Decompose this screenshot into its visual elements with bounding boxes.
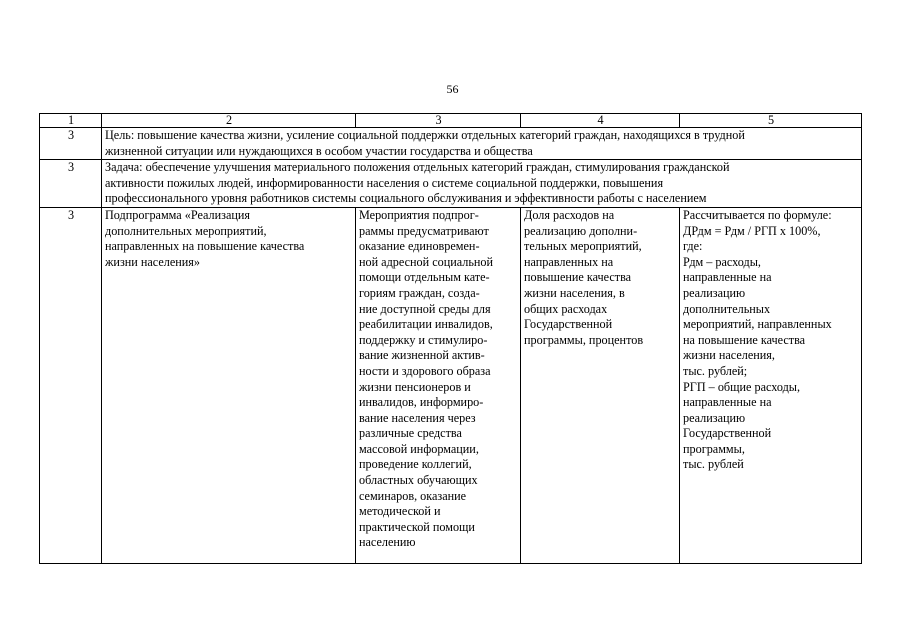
measures-line: вание жизненной актив-	[359, 348, 485, 363]
formula-line: на повышение качества	[683, 332, 806, 347]
measures-line: областных обучающих	[359, 473, 478, 488]
indicator-line: направленных на	[524, 254, 614, 269]
indicator-cell	[521, 207, 680, 563]
measures-line: гориям граждан, созда-	[359, 285, 480, 300]
formula-line: дополнительных	[683, 301, 771, 316]
formula-line: тыс. рублей	[683, 457, 744, 472]
measures-line: вание населения через	[359, 410, 476, 425]
indicator-line: тельных мероприятий,	[524, 239, 642, 254]
task-line: профессионального уровня работников системы социального обслуживания и эффективности работы с населением	[105, 191, 707, 206]
subprogram-name-line: дополнительных мероприятий,	[105, 223, 267, 238]
formula-line: Рдм – расходы,	[683, 254, 761, 269]
formula-line: программы,	[683, 441, 745, 456]
indicator-line: программы, процентов	[524, 332, 644, 347]
indicator-line: жизни населения, в	[524, 285, 625, 300]
indicator-line: реализацию дополни-	[524, 223, 638, 238]
header-cell-5: 5	[680, 114, 862, 128]
measures-line: семинаров, оказание	[359, 488, 467, 503]
goal-line: жизненной ситуации или нуждающихся в особом участии государства и общества	[105, 143, 533, 158]
formula-line: направленные на	[683, 395, 772, 410]
task-line: Задача: обеспечение улучшения материального положения отдельных категорий граждан, стимулирования гражданской	[105, 160, 730, 175]
measures-line: массовой информации,	[359, 441, 479, 456]
header-cell-4: 4	[521, 114, 680, 128]
formula-line: мероприятий, направленных	[683, 317, 832, 332]
subprogram-row	[40, 207, 862, 563]
formula-line: ДРдм = Рдм / РГП х 100%,	[683, 223, 821, 238]
formula-line: реализацию	[683, 285, 746, 300]
goal-line: Цель: повышение качества жизни, усиление социальной поддержки отдельных категорий граждан, находящихся в трудной	[105, 128, 745, 142]
measures-line: ной адресной социальной	[359, 254, 494, 269]
measures-line: реабилитации инвалидов,	[359, 317, 493, 332]
formula-line: Рассчитывается по формуле:	[683, 207, 832, 222]
measures-line: проведение коллегий,	[359, 457, 472, 472]
page-number: 56	[446, 82, 459, 96]
task-row	[40, 160, 862, 208]
header-cell-3: 3	[356, 114, 521, 128]
measures-line: ние доступной среды для	[359, 301, 491, 316]
subprogram-name-line: Подпрограмма «Реализация	[105, 207, 251, 222]
measures-line: инвалидов, информиро-	[359, 395, 484, 410]
subprogram-name-line: направленных на повышение качества	[105, 239, 305, 254]
task-text	[102, 160, 862, 208]
goal-row-number: 3	[40, 128, 102, 160]
task-row-number: 3	[40, 160, 102, 208]
measures-line: ности и здорового образа	[359, 363, 491, 378]
measures-line: жизни пенсионеров и	[359, 379, 471, 394]
measures-line: помощи отдельным кате-	[359, 270, 490, 285]
formula-line: РГП – общие расходы,	[683, 379, 801, 394]
measures-line: методической и	[359, 504, 441, 519]
measures-line: Мероприятия подпрог-	[359, 207, 479, 222]
measures-line: различные средства	[359, 426, 462, 441]
measures-cell	[356, 207, 521, 563]
formula-line: тыс. рублей;	[683, 363, 748, 378]
header-cell-1: 1	[40, 114, 102, 128]
indicator-line: Государственной	[524, 317, 613, 332]
indicator-line: Доля расходов на	[524, 207, 615, 222]
goal-row	[40, 128, 862, 160]
measures-line: оказание единовремен-	[359, 239, 480, 254]
measures-line: поддержку и стимулиро-	[359, 332, 488, 347]
formula-line: Государственной	[683, 426, 772, 441]
goal-text	[102, 128, 862, 160]
subprogram-row-number: 3	[40, 207, 102, 563]
formula-cell	[680, 207, 862, 563]
measures-line: населению	[359, 535, 416, 550]
indicators-table	[39, 113, 862, 564]
indicator-line: общих расходах	[524, 301, 608, 316]
header-cell-2: 2	[102, 114, 356, 128]
formula-line: где:	[683, 239, 703, 254]
subprogram-name-cell	[102, 207, 356, 563]
formula-line: направленные на	[683, 270, 772, 285]
formula-line: реализацию	[683, 410, 746, 425]
indicator-line: повышение качества	[524, 270, 632, 285]
table-header-row	[40, 114, 862, 128]
measures-line: раммы предусматривают	[359, 223, 489, 238]
measures-line: практической помощи	[359, 519, 475, 534]
subprogram-name-line: жизни населения»	[105, 254, 200, 269]
task-line: активности пожилых людей, информированности населения о системе социальной поддержки, повышения	[105, 175, 664, 190]
formula-line: жизни населения,	[683, 348, 775, 363]
